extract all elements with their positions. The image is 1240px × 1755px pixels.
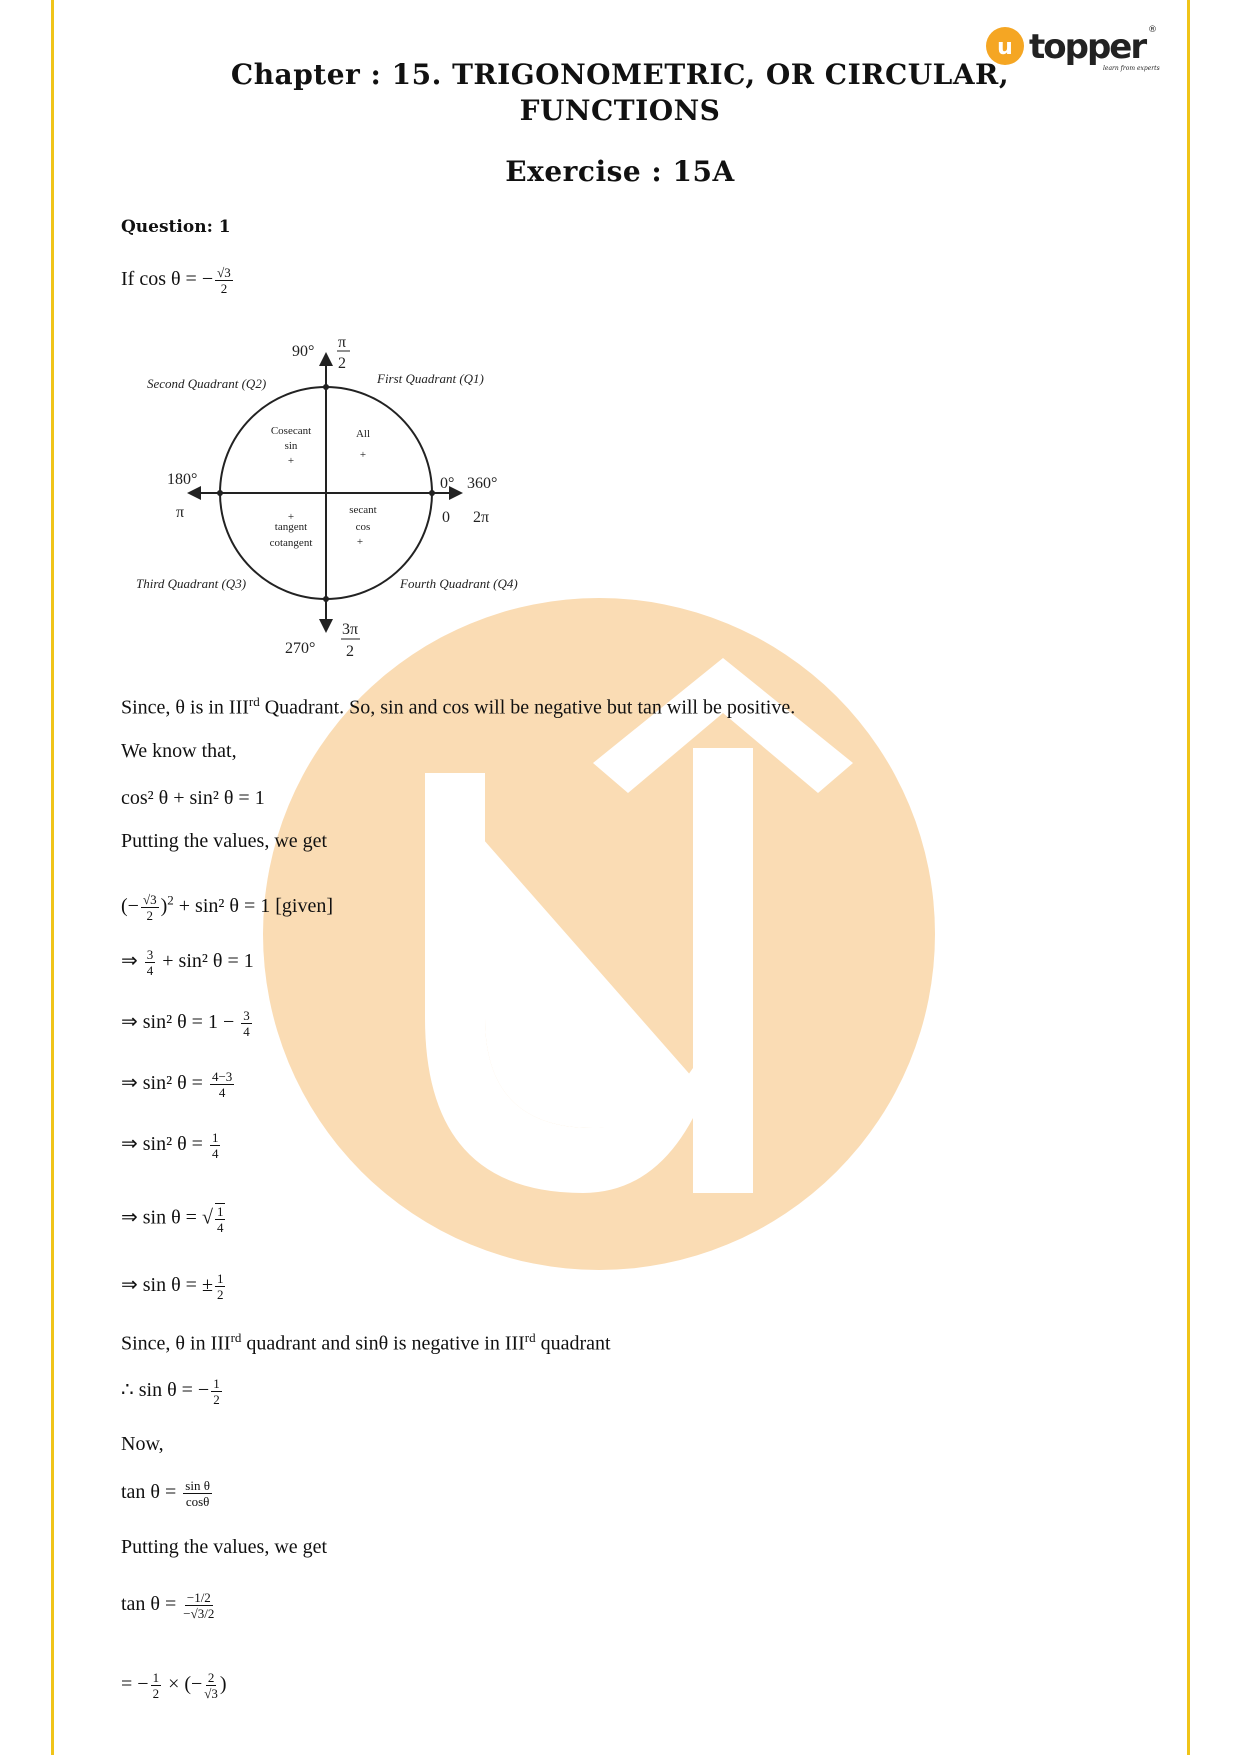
l10a-text: ⇒ sin θ = √ [121, 1206, 213, 1229]
label-180deg: 180° [167, 471, 198, 488]
l12c-text: quadrant [535, 1332, 611, 1355]
q4-plus: + [356, 536, 364, 548]
solution-step-4 [121, 1069, 236, 1100]
l13a-text: ∴ sin θ = − [121, 1379, 210, 1402]
l1b-text: Quadrant. So, sin and cos will be negative but tan will be positive. [259, 696, 796, 719]
solution-line-know: We know that, [121, 740, 237, 762]
l5sup-text: 2 [167, 892, 174, 908]
arrow-left-icon [187, 486, 201, 500]
reg-text: ® [1148, 25, 1157, 35]
l18b-text: × (− [163, 1673, 203, 1696]
exercise-title: Exercise : 15A [505, 155, 735, 188]
label-360deg: 360° [467, 475, 498, 492]
l1sup-text: rd [248, 694, 260, 709]
solution-step-3 [121, 1008, 254, 1039]
l13d-text: 2 [213, 1392, 220, 1407]
q1-all: All [355, 428, 371, 440]
label-pi: π [338, 334, 347, 351]
solution-line-putting-2: Putting the values, we get [121, 1536, 328, 1558]
label-270deg: 270° [285, 640, 316, 657]
l17a-text: tan θ = [121, 1593, 182, 1616]
chapter-title-line1: Chapter : 15. TRIGONOMETRIC, OR CIRCULAR, [230, 58, 1010, 91]
solution-step-2 [121, 947, 254, 978]
solution-step-tan-def [121, 1478, 214, 1509]
l18d-text: 2 [152, 1686, 160, 1701]
label-0: 0 [442, 509, 450, 526]
q3-cotangent: cotangent [269, 537, 313, 549]
l9d-text: 4 [211, 1146, 219, 1161]
arrow-up-icon [319, 352, 333, 366]
l5d-text: 2 [146, 908, 154, 923]
l6d-text: 4 [146, 963, 154, 978]
mark-text: u [997, 35, 1013, 60]
l11a-text: ⇒ sin θ = ± [121, 1274, 213, 1297]
l9n-text: 1 [211, 1130, 219, 1145]
label-3pi: 3π [342, 621, 359, 638]
label-0deg: 0° [440, 475, 455, 492]
l15a-text: tan θ = [121, 1481, 182, 1504]
solution-line-now: Now, [121, 1433, 164, 1455]
l10d-text: 4 [216, 1220, 224, 1235]
denominator: 2 [220, 281, 228, 296]
solution-step-sin [121, 1376, 224, 1407]
q3-plus: + [287, 511, 295, 523]
question-given [121, 265, 235, 296]
arrow-down-icon [319, 619, 333, 633]
l12b-text: quadrant and sinθ is negative in III [241, 1332, 525, 1355]
l12a-text: Since, θ in III [121, 1332, 231, 1355]
solution-line-putting: Putting the values, we get [121, 830, 328, 852]
solution-step-7 [121, 1271, 227, 1302]
l18n-text: 1 [152, 1670, 160, 1685]
label-q2: Second Quadrant (Q2) [147, 376, 267, 391]
q1-plus: + [359, 449, 367, 461]
l5n-text: √3 [142, 892, 157, 907]
q3-tangent: tangent [274, 521, 308, 533]
l18d2-text: √3 [204, 1686, 218, 1701]
unit-circle-diagram [120, 330, 550, 670]
page-border-left [51, 0, 54, 1755]
l6a-text: ⇒ [121, 950, 143, 973]
l11n-text: 1 [216, 1271, 224, 1286]
l18n2-text: 2 [207, 1670, 215, 1685]
l5b-text: ) [160, 895, 168, 918]
q2-sin: sin [284, 440, 298, 452]
l5c-text: + sin² θ = 1 [given] [173, 895, 333, 918]
l15d-text: cosθ [185, 1494, 210, 1509]
solution-line-since [121, 1330, 611, 1356]
solution-step-tan-values [121, 1590, 216, 1621]
q4-cos: cos [355, 521, 371, 533]
solution-step-5 [121, 1130, 222, 1161]
l12sup-text: rd [230, 1330, 242, 1345]
l7n-text: 3 [243, 1008, 250, 1023]
l1a-text: Since, θ is in III [121, 696, 249, 719]
l12sup2-text: rd [524, 1330, 536, 1345]
brand-text: topper [1029, 27, 1146, 67]
solution-step-1 [121, 892, 333, 923]
label-2: 2 [338, 355, 346, 372]
l6b-text: + sin² θ = 1 [157, 950, 254, 973]
question-label: Question: 1 [121, 217, 231, 237]
solution-line-quadrant [121, 694, 795, 720]
solution-step-6 [121, 1203, 227, 1235]
l8n-text: 4−3 [211, 1069, 233, 1084]
l17n-text: −1/2 [186, 1590, 211, 1605]
solution-step-tan-product [121, 1670, 227, 1701]
l18a-text: = − [121, 1673, 149, 1696]
label-90deg: 90° [292, 343, 315, 360]
numerator: √3 [217, 265, 231, 280]
l5a-text: (− [121, 895, 139, 918]
l7a-text: ⇒ sin² θ = 1 − [121, 1011, 240, 1034]
l13n-text: 1 [213, 1376, 220, 1391]
page-border-right [1187, 0, 1190, 1755]
l17d-text: −√3/2 [183, 1606, 215, 1621]
l8d-text: 4 [218, 1085, 226, 1100]
l6n-text: 3 [146, 947, 154, 962]
tagline-text: learn from experts [1103, 65, 1160, 72]
label-pi-180: π [176, 504, 185, 521]
label-q3: Third Quadrant (Q3) [136, 576, 247, 591]
label-2pi: 2π [473, 509, 490, 526]
l10n-text: 1 [216, 1204, 224, 1219]
l7d-text: 4 [243, 1024, 250, 1039]
label-2-270: 2 [346, 643, 354, 660]
l15n-text: sin θ [185, 1478, 210, 1493]
q2-cosecant: Cosecant [270, 425, 312, 437]
chapter-title-line2: FUNCTIONS [519, 94, 721, 127]
label-q1: First Quadrant (Q1) [377, 371, 484, 386]
label-q4: Fourth Quadrant (Q4) [400, 576, 518, 591]
l9a-text: ⇒ sin² θ = [121, 1133, 208, 1156]
given-fraction [215, 265, 233, 296]
q4-secant: secant [349, 504, 377, 516]
l8a-text: ⇒ sin² θ = [121, 1072, 208, 1095]
solution-line-identity: cos² θ + sin² θ = 1 [121, 787, 265, 809]
l11d-text: 2 [216, 1287, 224, 1302]
l18c-text: ) [219, 1673, 227, 1696]
q2-plus: + [287, 455, 295, 467]
given-prefix: If cos θ = − [121, 268, 214, 291]
